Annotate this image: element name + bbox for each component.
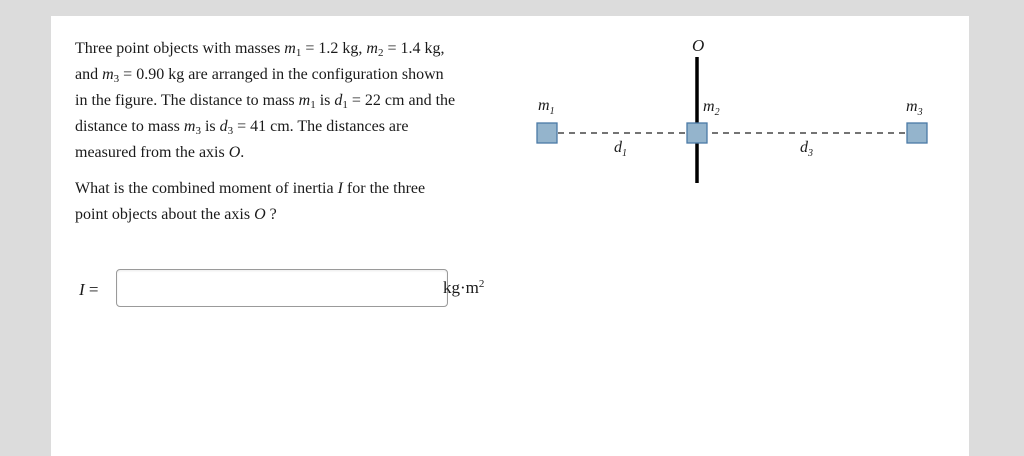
problem-paragraph-1: Three point objects with masses $m_1 = 1.2$ kg, $m_2 = 1.4$ kg, and $m_3 = 0.90$ kg are arranged in the configuration shown in the figure. The distance to mass $m_1$ is $d_1 = 22$ cm and the distance to mass $m_3$ is $d_3 = 41$ cm. The distances are measured from the axis O. <box>75 40 456 161</box>
mass-m3-block <box>907 123 927 143</box>
d1-label: $d_1$ <box>614 139 627 159</box>
m3-label: $m_3$ <box>906 98 923 118</box>
mass-m1-block <box>537 123 557 143</box>
m1-label: $m_1$ <box>538 97 555 117</box>
mass-m2-block <box>687 123 707 143</box>
answer-input[interactable] <box>116 269 448 307</box>
problem-text <box>75 36 515 228</box>
d3-label: $d_3$ <box>800 139 813 159</box>
axis-label: O <box>692 36 705 55</box>
problem-card <box>51 16 969 456</box>
problem-question: What is the combined moment of inertia I for the three point objects about the axis O ? <box>75 180 426 223</box>
answer-unit: $kg\cdot m^2$ <box>443 278 485 297</box>
answer-label: I = <box>79 280 99 299</box>
m2-label: $m_2$ <box>703 98 720 118</box>
